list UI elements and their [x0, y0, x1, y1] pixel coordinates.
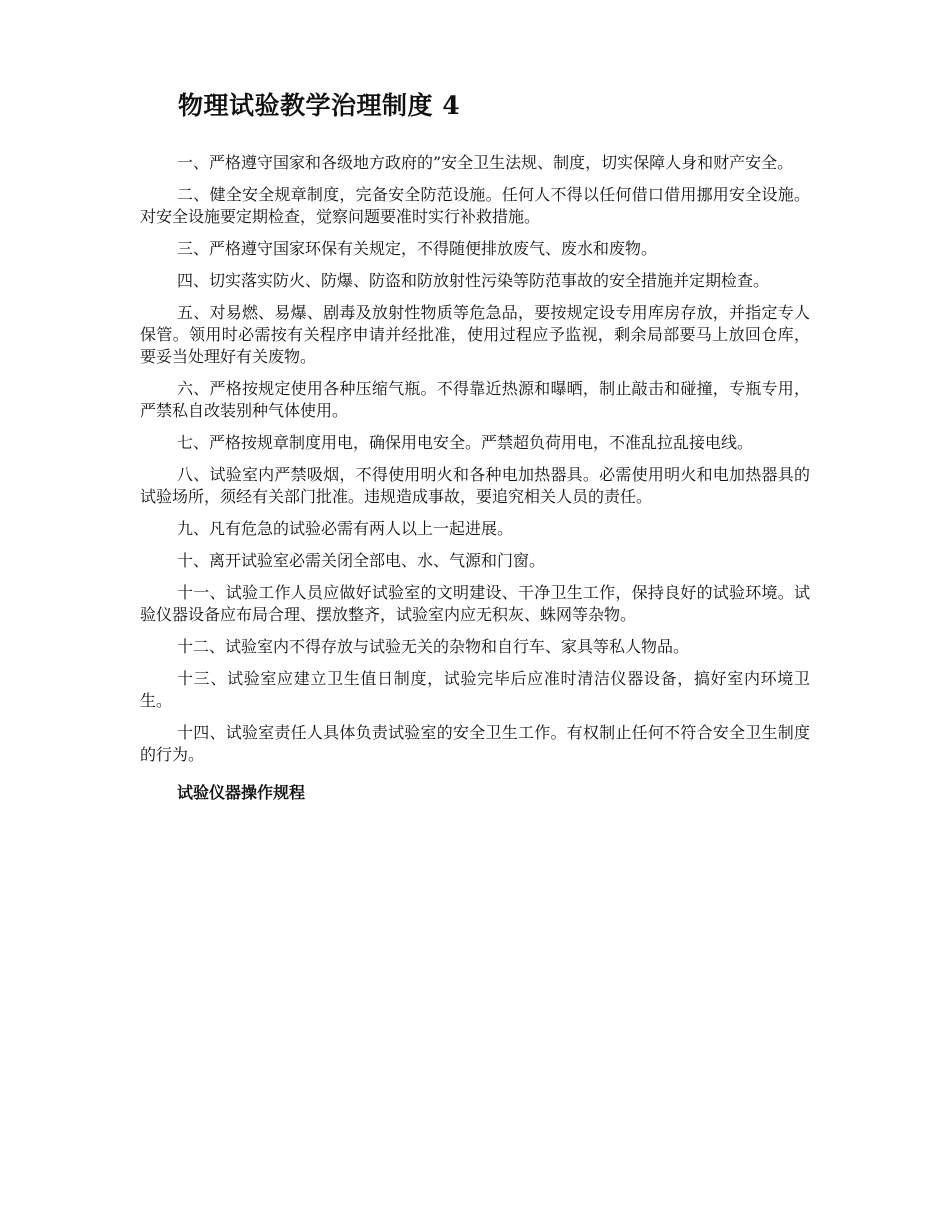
document-title: 物理试验教学治理制度 4: [178, 91, 461, 120]
rule-paragraph-5: 五、对易燃、易爆、剧毒及放射性物质等危急品，要按规定设专用库房存放，并指定专人保管。领用时必需按有关程序申请并经批准，使用过程应予监视，剩余局部要马上放回仓库，要妥当处理好有关废物。: [140, 303, 810, 366]
rule-paragraph-12: 十二、试验室内不得存放与试验无关的杂物和自行车、家具等私人物品。: [177, 637, 690, 656]
rule-paragraph-10: 十、离开试验室必需关闭全部电、水、气源和门窗。: [177, 551, 546, 570]
rule-paragraph-11: 十一、试验工作人员应做好试验室的文明建设、干净卫生工作，保持良好的试验环境。试验仪器设备应布局合理、摆放整齐，试验室内应无积灰、蛛网等杂物。: [140, 583, 810, 624]
rule-paragraph-8: 八、试验室内严禁吸烟，不得使用明火和各种电加热器具。必需使用明火和电加热器具的试验场所，须经有关部门批准。违规造成事故，要追究相关人员的责任。: [140, 465, 810, 506]
rule-paragraph-4: 四、切实落实防火、防爆、防盗和防放射性污染等防范事故的安全措施并定期检查。: [177, 271, 770, 290]
rule-paragraph-9: 九、凡有危急的试验必需有两人以上一起进展。: [177, 519, 514, 538]
document-page: [140, 88, 810, 804]
section-heading: 试验仪器操作规程: [177, 783, 306, 802]
rule-paragraph-3: 三、严格遵守国家环保有关规定，不得随便排放废气、废水和废物。: [177, 239, 658, 258]
rule-paragraph-6: 六、严格按规定使用各种压缩气瓶。不得靠近热源和曝晒，制止敲击和碰撞，专瓶专用，严禁私自改装别种气体使用。: [140, 379, 810, 420]
rule-paragraph-1: 一、严格遵守国家和各级地方政府的”安全卫生法规、制度，切实保障人身和财产安全。: [177, 153, 794, 172]
rule-paragraph-2: 二、健全安全规章制度，完备安全防范设施。任何人不得以任何借口借用挪用安全设施。对安全设施要定期检查，觉察问题要准时实行补救措施。: [140, 185, 810, 226]
rule-paragraph-13: 十三、试验室应建立卫生值日制度，试验完毕后应准时清洁仪器设备，搞好室内环境卫生。: [140, 669, 810, 710]
rule-paragraph-14: 十四、试验室责任人具体负责试验室的安全卫生工作。有权制止任何不符合安全卫生制度的行为。: [140, 723, 810, 764]
rules-list: [140, 152, 810, 766]
rule-paragraph-7: 七、严格按规章制度用电，确保用电安全。严禁超负荷用电，不准乱拉乱接电线。: [177, 433, 754, 452]
